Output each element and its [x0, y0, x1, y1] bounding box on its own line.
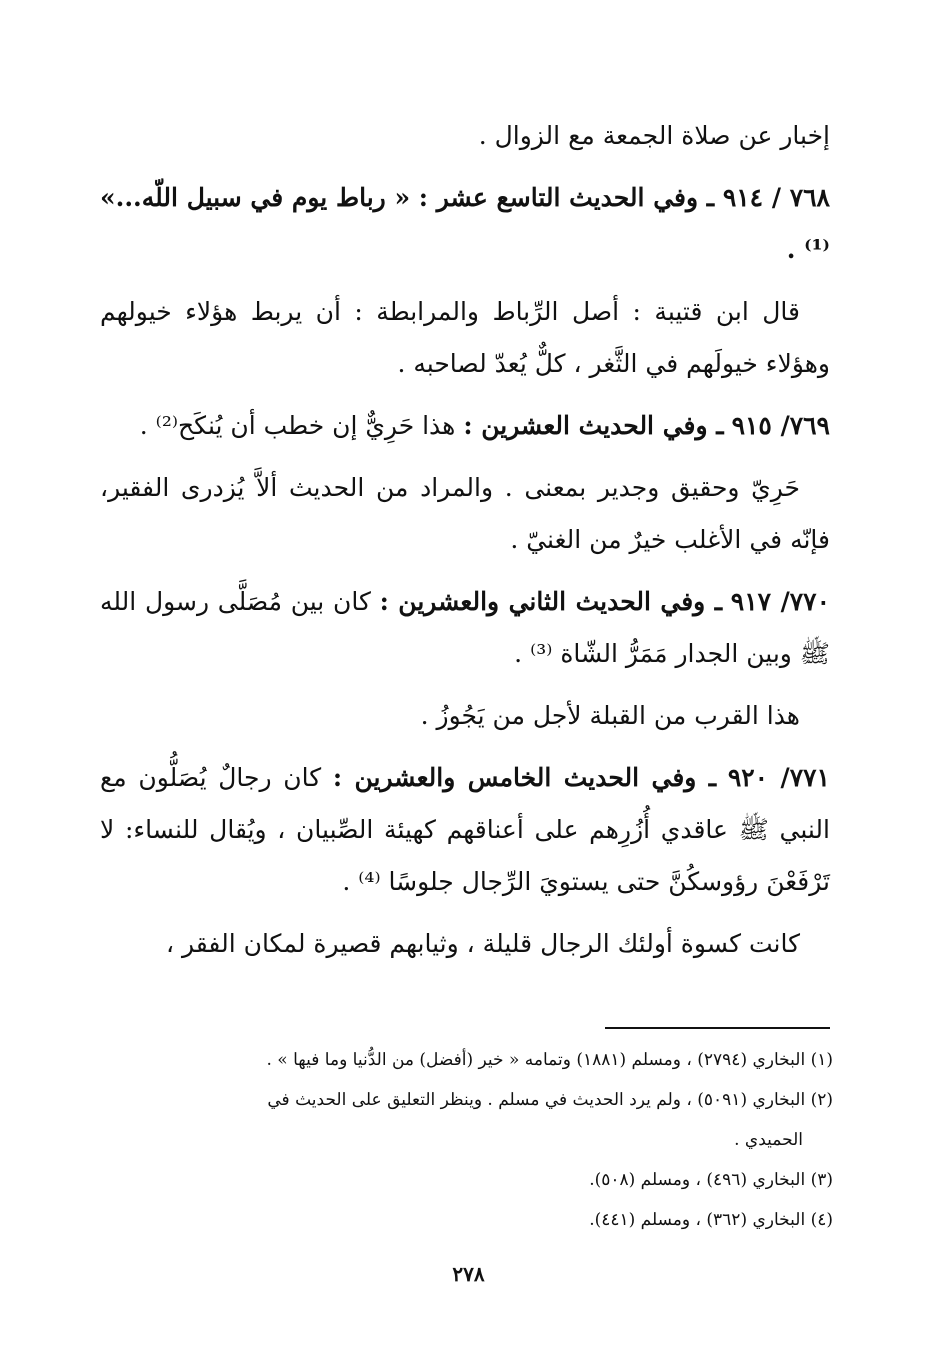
page-body — [100, 110, 830, 980]
footnote-2: (٢) البخاري (٥٠٩١) ، ولم يرد الحديث في مسلم . وينظر التعليق على الحديث في — [267, 1090, 833, 1110]
hadith-771-text: كان رجالٌ يُصَلُّون مع النبي ﷺ عاقدي أُزُرِهم على أعناقهم كهيئة الصِّبيان ، ويُقال للنساء: لا تَرْفَعْنَ رؤوسكُنَّ حتى يستويَ الرِّجال جلوسًا ⁽⁴⁾ . — [100, 763, 830, 896]
hadith-770-heading: ـ وفي الحديث الثاني والعشرين : — [379, 587, 723, 616]
paragraph-hariy: حَرِيّ وحقيق وجدير بمعنى . والمراد من الحديث ألاَّ يُزدرى الفقير، فإنّه في الأغلب خيرٌ من الغنيّ . — [100, 473, 830, 554]
hadith-769 — [100, 400, 830, 452]
hadith-number-769: ٧٦٩/ ٩١٥ — [731, 411, 830, 440]
paragraph-ibn-qutayba: قال ابن قتيبة : أصل الرِّباط والمرابطة : أن يربط هؤلاء خيولهم وهؤلاء خيولَهم في الثَّغر ، كلٌّ يُعدّ لصاحبه . — [100, 297, 830, 378]
hadith-number-768: ٧٦٨ / ٩١٤ — [722, 183, 830, 212]
footnotes — [105, 1040, 833, 1240]
paragraph-kiswa: كانت كسوة أولئك الرجال قليلة ، وثيابهم قصيرة لمكان الفقر ، — [165, 929, 800, 958]
hadith-number-770: ٧٧٠/ ٩١٧ — [730, 587, 831, 616]
hadith-771 — [100, 752, 830, 908]
hadith-768-text: ـ وفي الحديث التاسع عشر : « رباط يوم في سبيل اللّه...» ⁽¹⁾ . — [100, 183, 830, 264]
paragraph-1: إخبار عن صلاة الجمعة مع الزوال . — [478, 121, 830, 150]
hadith-769-text: هذا حَرِيٌّ إن خطب أن يُنكَح⁽²⁾ . — [139, 411, 456, 440]
footnote-2-continued: الحميدي . — [734, 1130, 803, 1150]
page-number: ٢٧٨ — [452, 1262, 485, 1286]
hadith-770 — [100, 576, 830, 680]
footnote-4: (٤) البخاري (٣٦٢) ، ومسلم (٤٤١). — [589, 1210, 833, 1230]
footnote-1: (١) البخاري (٢٧٩٤) ، ومسلم (١٨٨١) وتمامه « خير (أفضل) من الدُّنيا وما فيها » . — [266, 1050, 833, 1070]
footnote-divider — [605, 1027, 830, 1029]
hadith-771-heading: ـ وفي الحديث الخامس والعشرين : — [332, 763, 717, 792]
hadith-768 — [100, 172, 830, 276]
hadith-770-text: كان بين مُصَلَّى رسول الله ﷺ وبين الجدار مَمَرُّ الشّاة ⁽³⁾ . — [100, 587, 830, 668]
footnote-3: (٣) البخاري (٤٩٦) ، ومسلم (٥٠٨). — [589, 1170, 833, 1190]
hadith-number-771: ٧٧١/ ٩٢٠ — [727, 763, 830, 792]
hadith-769-heading: ـ وفي الحديث العشرين : — [463, 411, 724, 440]
paragraph-qibla: هذا القرب من القبلة لأجل من يَجُوزُ . — [420, 701, 800, 730]
